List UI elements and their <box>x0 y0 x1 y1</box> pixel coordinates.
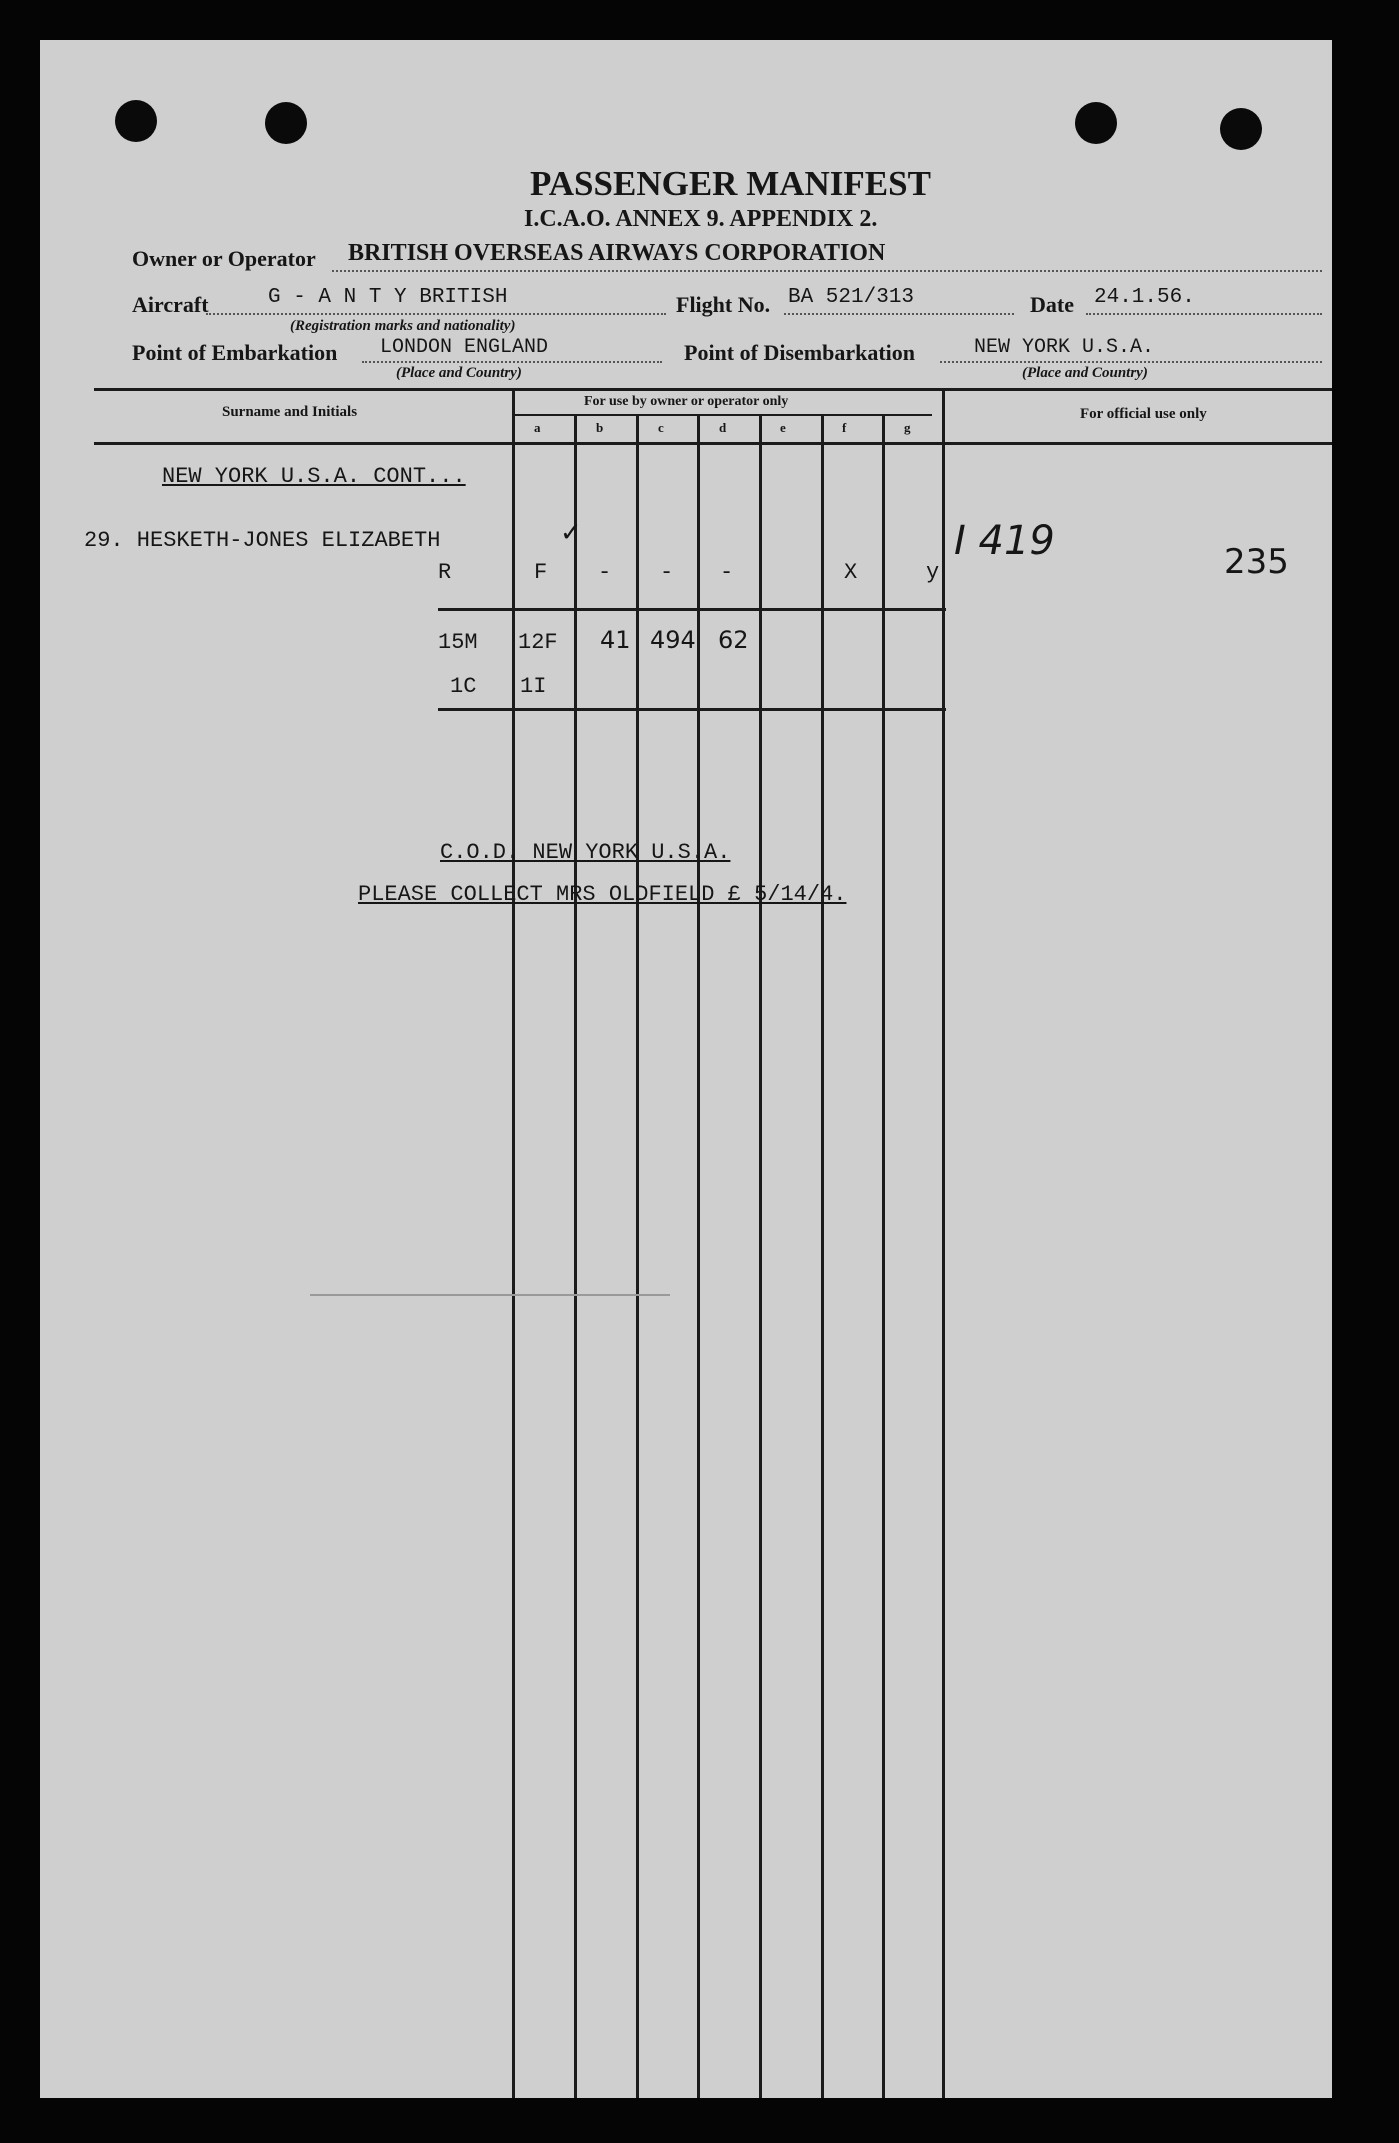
manifest-page <box>40 40 1332 2098</box>
row1-col-f: X <box>844 560 858 585</box>
owner-label: Owner or Operator <box>132 246 316 271</box>
embarkation-dotted-line <box>362 361 662 363</box>
column-g-label: g <box>904 420 911 435</box>
column-line-4 <box>697 416 700 2098</box>
column-line-8 <box>942 390 945 2098</box>
owner-value: BRITISH OVERSEAS AIRWAYS CORPORATION <box>348 240 886 266</box>
official-header: For official use only <box>1080 406 1207 422</box>
punch-hole-right-2 <box>1220 108 1262 150</box>
disembarkation-note: (Place and Country) <box>1022 365 1148 381</box>
row1-col-a: F <box>534 560 548 585</box>
column-line-5 <box>759 416 762 2098</box>
aircraft-label: Aircraft <box>132 292 209 317</box>
row3-underline <box>438 708 946 711</box>
column-line-6 <box>821 416 824 2098</box>
row2-col-surname: 15M <box>438 630 478 655</box>
cod-note: C.O.D. NEW YORK U.S.A. <box>440 840 731 865</box>
row3-col-a: 1I <box>520 674 547 699</box>
page-title: PASSENGER MANIFEST <box>530 164 931 203</box>
column-f-label: f <box>842 420 847 435</box>
column-b-label: b <box>596 420 604 435</box>
date-value: 24.1.56. <box>1094 286 1195 309</box>
surname-header: Surname and Initials <box>222 404 358 420</box>
aircraft-note: (Registration marks and nationality) <box>290 318 516 334</box>
page-subtitle: I.C.A.O. ANNEX 9. APPENDIX 2. <box>524 206 878 232</box>
row1-col-b: - <box>598 560 612 585</box>
embarkation-label: Point of Embarkation <box>132 340 338 365</box>
row2-col-d: 62 <box>718 626 749 654</box>
flight-dotted-line <box>784 313 1014 315</box>
tick-mark: ✓ <box>560 518 582 548</box>
disembarkation-label: Point of Disembarkation <box>684 340 915 365</box>
embarkation-value: LONDON ENGLAND <box>380 336 549 359</box>
date-dotted-line <box>1086 313 1322 315</box>
row1-col-g: y <box>926 560 940 585</box>
column-c-label: c <box>658 420 664 435</box>
row1-underline <box>438 608 946 611</box>
owner-dotted-line <box>332 270 1322 272</box>
column-line-7 <box>882 416 885 2098</box>
row2-col-a: 12F <box>518 630 558 655</box>
column-a-label: a <box>534 420 541 435</box>
row2-col-c: 494 <box>650 626 696 654</box>
passenger-name: 29. HESKETH-JONES ELIZABETH <box>84 528 441 553</box>
row3-col-surname: 1C <box>450 674 477 699</box>
column-e-label: e <box>780 420 786 435</box>
table-top-rule <box>94 388 1332 391</box>
punch-hole-left-1 <box>115 100 157 142</box>
row1-col-d: - <box>720 560 734 585</box>
column-d-label: d <box>719 420 727 435</box>
punch-hole-right-1 <box>1075 102 1117 144</box>
faint-line <box>310 1294 670 1296</box>
official-mark: I 419 <box>954 518 1055 564</box>
owner-use-header: For use by owner or operator only <box>584 394 789 409</box>
row1-col-c: - <box>660 560 674 585</box>
aircraft-value: G - A N T Y BRITISH <box>268 286 508 309</box>
disembarkation-dotted-line <box>940 361 1322 363</box>
flight-label: Flight No. <box>676 292 771 317</box>
punch-hole-left-2 <box>265 102 307 144</box>
flight-value: BA 521/313 <box>788 286 915 309</box>
column-line-3 <box>636 416 639 2098</box>
date-label: Date <box>1030 292 1074 317</box>
page-number: 235 <box>1224 542 1289 582</box>
row1-col-surname: R <box>438 560 452 585</box>
table-header-bottom-rule <box>94 442 1332 445</box>
column-line-1 <box>512 390 515 2098</box>
row2-col-b: 41 <box>600 626 631 654</box>
aircraft-dotted-line <box>206 313 666 315</box>
continued-heading: NEW YORK U.S.A. CONT... <box>162 464 466 489</box>
column-line-2 <box>574 416 577 2098</box>
collect-note: PLEASE COLLECT MRS OLDFIELD £ 5/14/4. <box>358 882 847 907</box>
embarkation-note: (Place and Country) <box>396 365 522 381</box>
disembarkation-value: NEW YORK U.S.A. <box>974 336 1155 359</box>
